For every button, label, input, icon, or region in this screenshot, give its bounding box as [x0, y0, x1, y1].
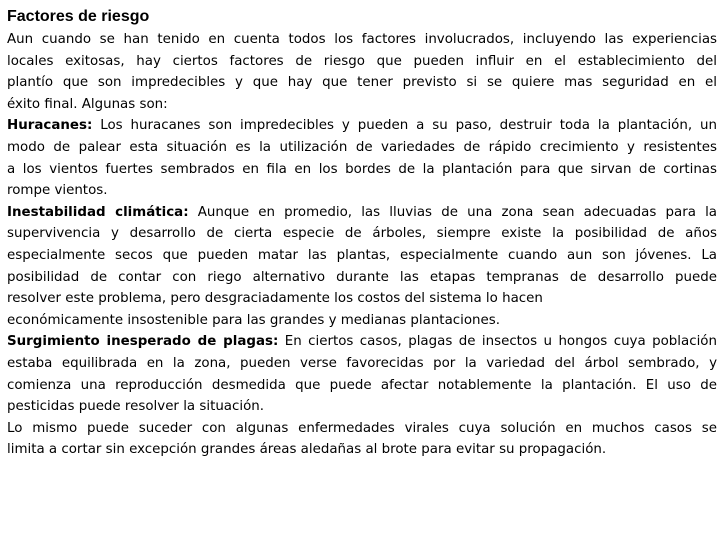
huracanes-text: Los huracanes son impredecibles y pueden a su paso, destruir toda la plantación, un [92, 118, 717, 134]
intro-line: éxito final. Algunas son: [7, 96, 168, 112]
inestabilidad-line: supervivencia y desarrollo de cierta especie de árboles, siempre existe la posibilidad de años [7, 226, 717, 242]
plagas-line: pesticidas puede resolver la situación. [7, 399, 265, 415]
inestabilidad-line: económicamente insostenible para las grandes y medianas plantaciones. [7, 312, 501, 328]
inestabilidad-label: Inestabilidad climática: [7, 204, 189, 220]
intro-line: locales exitosas, hay ciertos factores de riesgo que pueden influir en el establecimiento del [7, 53, 717, 69]
virales-line: limita a cortar sin excepción grandes áreas aledañas al brote para evitar su propagación. [7, 442, 607, 458]
plagas-line: estaba equilibrada en la zona, pueden verse favorecidas por la variedad del árbol sembrado, y [7, 355, 717, 371]
inestabilidad-text: Aunque en promedio, las lluvias de una zona sean adecuadas para la [188, 204, 717, 220]
intro-line: plantío que son impredecibles y que hay que tener previsto si se quiere mas seguridad en el [7, 75, 717, 91]
plagas-line: comienza una reproducción desmedida que puede afectar notablemente la plantación. El uso de [7, 377, 717, 393]
page-title: Factores de riesgo [7, 8, 150, 25]
plagas-first-line [7, 331, 717, 353]
huracanes-line: a los vientos fuertes sembrados en fila en los bordes de la plantación para que sirvan de cortinas [7, 161, 717, 177]
plagas-text: En ciertos casos, plagas de insectos u hongos cuya población [278, 334, 717, 350]
inestabilidad-line: resolver este problema, pero desgraciadamente los costos del sistema lo hacen [7, 291, 543, 307]
inestabilidad-first-line [7, 202, 717, 224]
intro-line: Aun cuando se han tenido en cuenta todos los factores involucrados, incluyendo las experiencias [7, 32, 717, 47]
inestabilidad-line: posibilidad de contar con riego alternativo durante las etapas tempranas de desarrollo puede [7, 269, 717, 285]
huracanes-label: Huracanes: [7, 118, 93, 134]
body-text [7, 29, 717, 461]
inestabilidad-line: especialmente secos que pueden matar las plantas, especialmente cuando aun son jóvenes. La [7, 247, 717, 263]
virales-line: Lo mismo puede suceder con algunas enfermedades virales cuya solución en muchos casos se [7, 420, 717, 436]
huracanes-line: rompe vientos. [7, 183, 108, 199]
plagas-label: Surgimiento inesperado de plagas: [7, 334, 279, 350]
huracanes-line: modo de palear esta situación es la utilización de variedades de rápido crecimiento y resistentes [7, 139, 717, 155]
huracanes-first-line [7, 115, 717, 137]
